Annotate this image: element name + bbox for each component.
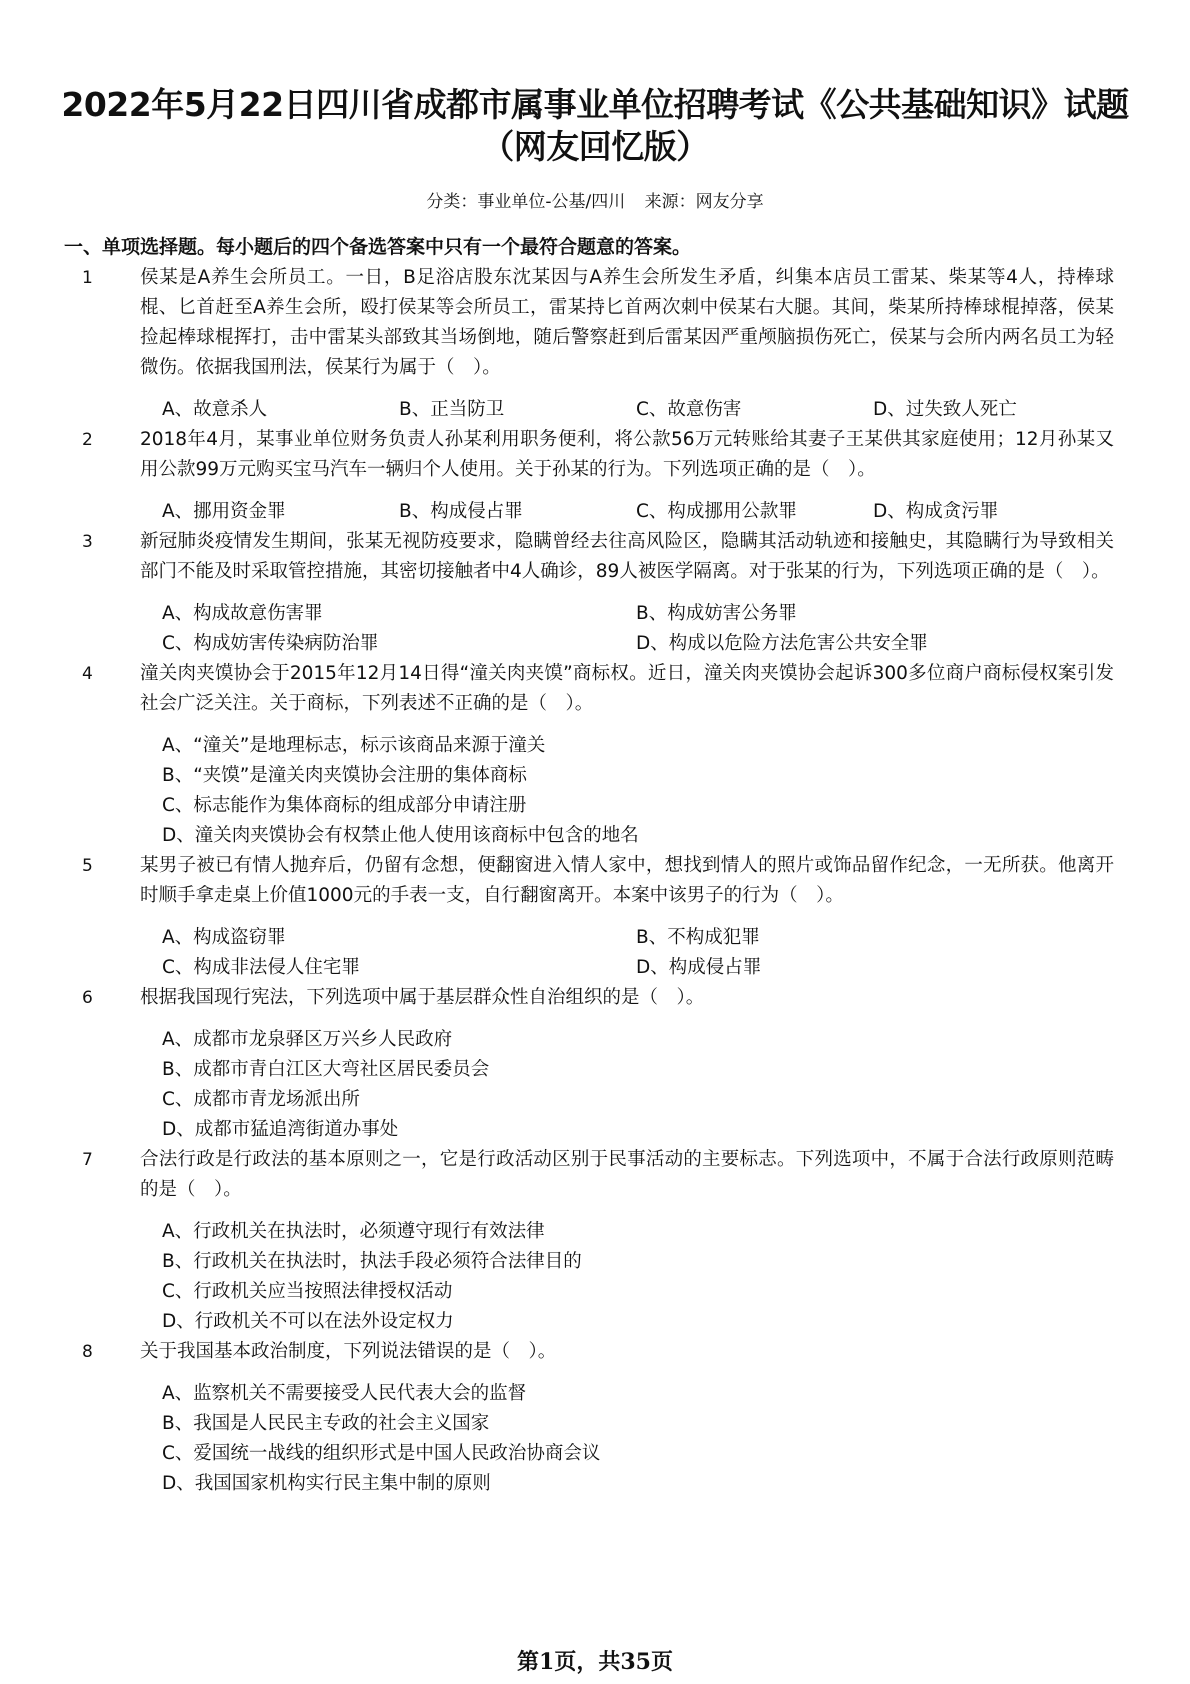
option-list (162, 731, 1124, 851)
option-d: D、行政机关不可以在法外设定权力 (162, 1311, 454, 1332)
option-d: D、成都市猛追湾街道办事处 (162, 1119, 399, 1140)
option-b: B、构成妨害公务罪 (636, 603, 797, 624)
question-stem: 2018年4月，某事业单位财务负责人孙某利用职务便利，将公款56万元转账给其妻子王某供其家庭使用；12月孙某又用公款99万元购买宝马汽车一辆归个人使用。关于孙某的行为。下列选项正确的是（ ）。 (140, 429, 1114, 480)
option-c: C、爱国统一战线的组织形式是中国人民政治协商会议 (162, 1443, 601, 1464)
question-stem: 新冠肺炎疫情发生期间，张某无视防疫要求，隐瞒曾经去往高风险区，隐瞒其活动轨迹和接触史，其隐瞒行为导致相关部门不能及时采取管控措施，其密切接触者中4人确诊，89人被医学隔离。对于张某的行为，下列选项正确的是（ ）。 (140, 531, 1114, 582)
option-d: D、构成以危险方法危害公共安全罪 (636, 633, 928, 654)
option-list (162, 1217, 1124, 1337)
option-list (162, 1379, 1124, 1499)
category-label: 分类：事业单位-公基/四川 (426, 192, 626, 212)
option-d: D、我国国家机构实行民主集中制的原则 (162, 1473, 491, 1494)
question-5 (64, 851, 1124, 983)
question-stem: 合法行政是行政法的基本原则之一，它是行政活动区别于民事活动的主要标志。下列选项中，不属于合法行政原则范畴的是（ ）。 (140, 1149, 1114, 1200)
option-a: A、构成故意伤害罪 (162, 603, 323, 624)
question-stem: 某男子被已有情人抛弃后，仍留有念想，便翻窗进入情人家中，想找到情人的照片或饰品留作纪念，一无所获。他离开时顺手拿走桌上价值1000元的手表一支，自行翻窗离开。本案中该男子的行为（ ）。 (140, 855, 1114, 906)
option-list (162, 923, 1124, 983)
question-stem: 侯某是A养生会所员工。一日，B足浴店股东沈某因与A养生会所发生矛盾，纠集本店员工雷某、柴某等4人，持棒球棍、匕首赶至A养生会所，殴打侯某等会所员工，雷某持匕首两次刺中侯某右大腿。其间，柴某所持棒球棍掉落，侯某捡起棒球棍挥打，击中雷某头部致其当场倒地，随后警察赶到后雷某因严重颅脑损伤死亡，侯某与会所内两名员工为轻微伤。依据我国刑法，侯某行为属于（ ）。 (140, 267, 1114, 378)
option-c: C、故意伤害 (636, 399, 742, 420)
option-a: A、挪用资金罪 (162, 501, 286, 522)
option-c: C、标志能作为集体商标的组成部分申请注册 (162, 795, 527, 816)
option-c: C、行政机关应当按照法律授权活动 (162, 1281, 453, 1302)
option-b: B、成都市青白江区大弯社区居民委员会 (162, 1059, 490, 1080)
question-number: 6 (82, 988, 93, 1008)
document-meta (0, 187, 1190, 212)
question-7 (64, 1145, 1124, 1337)
question-number: 2 (82, 430, 93, 450)
option-c: C、构成挪用公款罪 (636, 501, 797, 522)
option-list (162, 1025, 1124, 1145)
option-b: B、不构成犯罪 (636, 927, 760, 948)
question-stem: 根据我国现行宪法，下列选项中属于基层群众性自治组织的是（ ）。 (140, 987, 705, 1008)
question-2 (64, 425, 1124, 527)
question-3 (64, 527, 1124, 659)
option-c: C、构成非法侵人住宅罪 (162, 957, 360, 978)
option-d: D、构成贪污罪 (873, 501, 999, 522)
document-title: 2022年5月22日四川省成都市属事业单位招聘考试《公共基础知识》试题（网友回忆版） (61, 85, 1129, 166)
question-stem: 关于我国基本政治制度，下列说法错误的是（ ）。 (140, 1341, 557, 1362)
option-c: C、成都市青龙场派出所 (162, 1089, 360, 1110)
option-b: B、行政机关在执法时，执法手段必须符合法律目的 (162, 1251, 582, 1272)
question-number: 1 (82, 268, 93, 288)
section-heading: 一、单项选择题。每小题后的四个备选答案中只有一个最符合题意的答案。 (64, 236, 692, 258)
page-footer: 第1页，共35页 (517, 1649, 673, 1675)
question-8 (64, 1337, 1124, 1499)
option-a: A、构成盗窃罪 (162, 927, 286, 948)
question-6 (64, 983, 1124, 1145)
option-b: B、“夹馍”是潼关肉夹馍协会注册的集体商标 (162, 765, 527, 786)
option-a: A、故意杀人 (162, 399, 268, 420)
question-4 (64, 659, 1124, 851)
option-d: D、构成侵占罪 (636, 957, 762, 978)
option-list (162, 599, 1124, 659)
option-list (162, 395, 1124, 425)
source-label: 来源：网友分享 (644, 192, 764, 212)
option-a: A、行政机关在执法时，必须遵守现行有效法律 (162, 1221, 545, 1242)
question-number: 8 (82, 1342, 93, 1362)
question-1 (64, 263, 1124, 425)
option-a: A、成都市龙泉驿区万兴乡人民政府 (162, 1029, 453, 1050)
option-c: C、构成妨害传染病防治罪 (162, 633, 379, 654)
option-a: A、监察机关不需要接受人民代表大会的监督 (162, 1383, 527, 1404)
question-list (64, 263, 1124, 1499)
question-stem: 潼关肉夹馍协会于2015年12月14日得“潼关肉夹馍”商标权。近日，潼关肉夹馍协会起诉300多位商户商标侵权案引发社会广泛关注。关于商标，下列表述不正确的是（ ）。 (140, 663, 1114, 714)
option-b: B、我国是人民民主专政的社会主义国家 (162, 1413, 490, 1434)
option-list (162, 497, 1124, 527)
option-d: D、过失致人死亡 (873, 399, 1017, 420)
option-d: D、潼关肉夹馍协会有权禁止他人使用该商标中包含的地名 (162, 825, 639, 846)
option-b: B、构成侵占罪 (399, 501, 523, 522)
question-number: 4 (82, 664, 93, 684)
question-number: 3 (82, 532, 93, 552)
question-number: 5 (82, 856, 93, 876)
option-a: A、“潼关”是地理标志，标示该商品来源于潼关 (162, 735, 546, 756)
question-number: 7 (82, 1150, 93, 1170)
option-b: B、正当防卫 (399, 399, 505, 420)
